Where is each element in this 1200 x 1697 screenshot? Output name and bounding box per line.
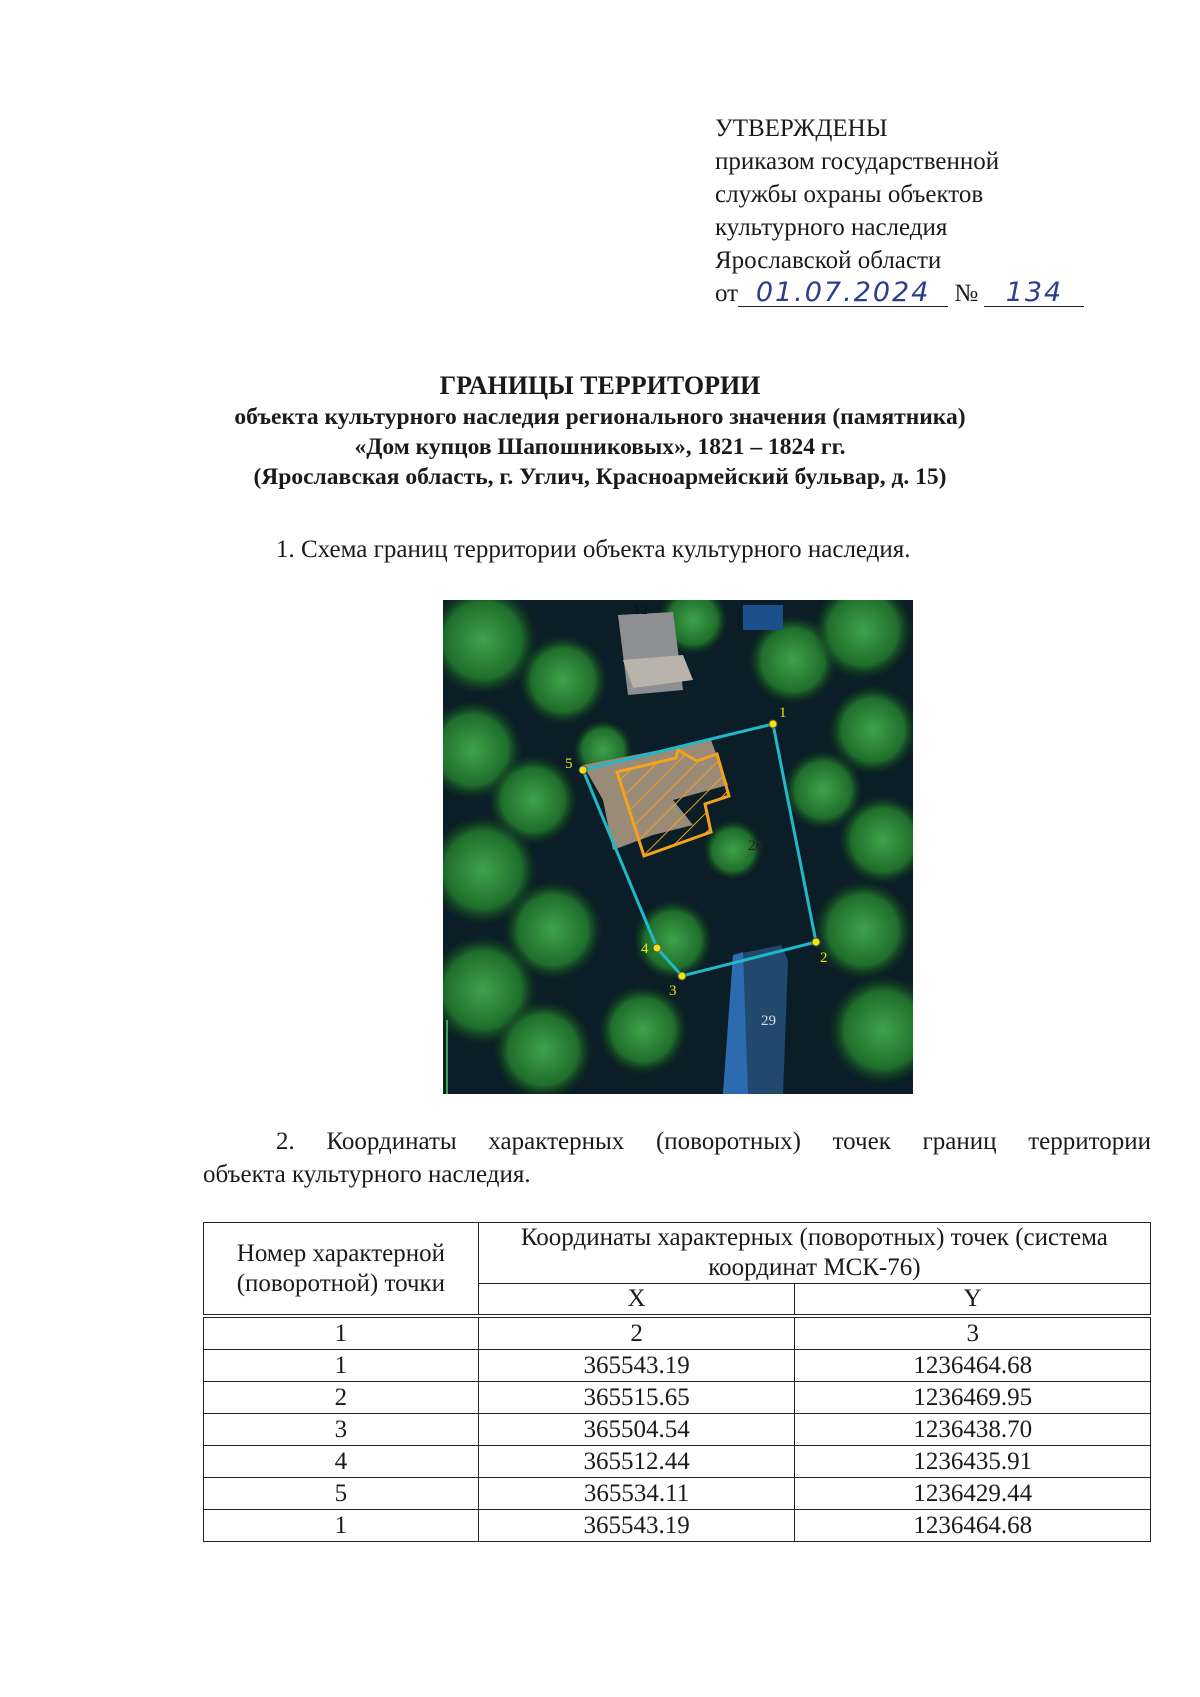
section-1-heading: 1. Схема границ территории объекта культурного наследия. bbox=[276, 536, 911, 563]
approval-block bbox=[715, 112, 1084, 310]
building-29-number: 29 bbox=[761, 1013, 776, 1029]
table-cell: 2 bbox=[478, 1316, 795, 1350]
building-12-number: 12 bbox=[633, 602, 648, 618]
turning-point-5 bbox=[579, 766, 587, 774]
table-row bbox=[204, 1382, 1151, 1414]
table-row bbox=[204, 1350, 1151, 1382]
title-address: (Ярославская область, г. Углич, Красноармейский бульвар, д. 15) bbox=[253, 464, 947, 490]
table-cell-x: 365515.65 bbox=[478, 1382, 795, 1414]
turning-point-3 bbox=[678, 972, 686, 980]
table-cell-point: 5 bbox=[204, 1478, 479, 1510]
roof-small bbox=[743, 605, 783, 630]
approval-heading: УТВЕРЖДЕНЫ bbox=[715, 115, 888, 142]
date-prefix: от bbox=[715, 280, 739, 307]
coordinates-table bbox=[203, 1222, 1151, 1542]
handwritten-date: 01.07.2024 bbox=[738, 280, 948, 307]
table-cell-y: 1236469.95 bbox=[795, 1382, 1151, 1414]
table-cell-x: 365504.54 bbox=[478, 1414, 795, 1446]
table-cell: 3 bbox=[795, 1316, 1151, 1350]
section-2-line-2: объекта культурного наследия. bbox=[203, 1161, 531, 1188]
turning-point-4 bbox=[653, 944, 661, 952]
table-row bbox=[204, 1414, 1151, 1446]
table-cell-x: 365534.11 bbox=[478, 1478, 795, 1510]
table-row bbox=[204, 1478, 1151, 1510]
section-2-heading bbox=[203, 1125, 1151, 1191]
table-cell-point: 1 bbox=[204, 1510, 479, 1542]
point-label-3: 3 bbox=[669, 983, 677, 999]
point-label-5: 5 bbox=[565, 756, 573, 772]
table-cell-point: 4 bbox=[204, 1446, 479, 1478]
title-object-name: «Дом купцов Шапошниковых», 1821 – 1824 гг. bbox=[354, 434, 846, 460]
approval-line: Ярославской области bbox=[715, 247, 942, 274]
point-label-4: 4 bbox=[641, 941, 649, 957]
column-header-x: X bbox=[478, 1284, 795, 1317]
table-cell-point: 2 bbox=[204, 1382, 479, 1414]
document-title bbox=[0, 370, 1200, 492]
table-cell-y: 1236464.68 bbox=[795, 1510, 1151, 1542]
number-sign: № bbox=[954, 280, 979, 307]
approval-line: культурного наследия bbox=[715, 214, 948, 241]
table-cell-y: 1236435.91 bbox=[795, 1446, 1151, 1478]
table-index-row bbox=[204, 1316, 1151, 1350]
table-cell-point: 3 bbox=[204, 1414, 479, 1446]
table-row bbox=[204, 1510, 1151, 1542]
turning-point-2 bbox=[812, 938, 820, 946]
table-cell-y: 1236429.44 bbox=[795, 1478, 1151, 1510]
table-row bbox=[204, 1446, 1151, 1478]
table-cell-point: 1 bbox=[204, 1350, 479, 1382]
column-header-y: Y bbox=[795, 1284, 1151, 1317]
table-cell-x: 365543.19 bbox=[478, 1510, 795, 1542]
turning-point-1 bbox=[769, 720, 777, 728]
title-heading: ГРАНИЦЫ ТЕРРИТОРИИ bbox=[439, 371, 761, 400]
column-header-coordinates: Координаты характерных (поворотных) точек (система координат МСК-76) bbox=[478, 1223, 1150, 1284]
map-svg bbox=[443, 600, 913, 1094]
handwritten-number: 134 bbox=[984, 280, 1084, 307]
table-cell-y: 1236464.68 bbox=[795, 1350, 1151, 1382]
point-label-2: 2 bbox=[820, 950, 828, 966]
table-cell-y: 1236438.70 bbox=[795, 1414, 1151, 1446]
approval-line: службы охраны объектов bbox=[715, 181, 984, 208]
building-26-number: 26 bbox=[748, 838, 763, 854]
table-cell: 1 bbox=[204, 1316, 479, 1350]
column-header-point-number: Номер характерной (поворотной) точки bbox=[204, 1223, 479, 1317]
point-label-1: 1 bbox=[779, 705, 787, 721]
approval-line: приказом государственной bbox=[715, 148, 1000, 175]
title-object-type: объекта культурного наследия регионального значения (памятника) bbox=[234, 404, 966, 430]
section-2-line-1: 2. Координаты характерных (поворотных) точек границ территории bbox=[276, 1128, 1151, 1155]
table-cell-x: 365543.19 bbox=[478, 1350, 795, 1382]
approval-date-number bbox=[715, 277, 1084, 310]
table-cell-x: 365512.44 bbox=[478, 1446, 795, 1478]
boundary-scheme-map bbox=[443, 600, 913, 1094]
